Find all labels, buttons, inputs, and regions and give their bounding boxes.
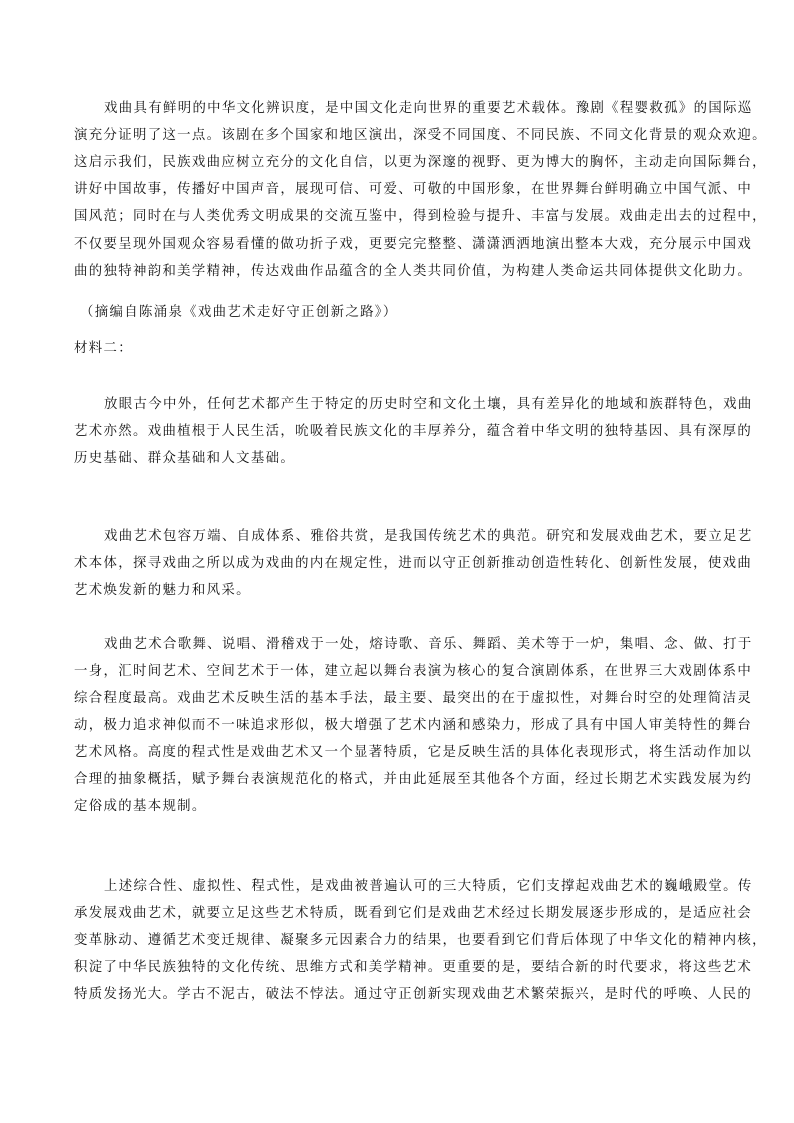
text-line: 这启示我们，民族戏曲应树立充分的文化自信，以更为深邃的视野、更为博大的胸怀，主动走向国际舞台， <box>74 155 767 170</box>
text-line: 一身，汇时间艺术、空间艺术于一体，建立起以舞台表演为核心的复合演剧体系，在世界三大戏剧体系中 <box>74 664 753 679</box>
text-line: 艺术亦然。戏曲植根于人民生活，吮吸着民族文化的丰厚养分，蕴含着中华文明的独特基因、具有深厚的 <box>74 424 753 439</box>
text-line: 国风范；同时在与人类优秀文明成果的交流互鉴中，得到检验与提升、丰富与发展。戏曲走出去的过程中， <box>74 209 767 224</box>
text-line: 变革脉动、遵循艺术变迁规律、凝聚多元因素合力的结果，也要看到它们背后体现了中华文化的精神内核， <box>74 933 767 948</box>
text-line: 讲好中国故事，传播好中国声音，展现可信、可爱、可敬的中国形象，在世界舞台鲜明确立中国气派、中 <box>74 182 753 197</box>
material2-heading: 材料二： <box>74 341 133 356</box>
source-citation: （摘编自陈涌泉《戏曲艺术走好守正创新之路》） <box>80 305 398 320</box>
text-line: 戏曲具有鲜明的中华文化辨识度，是中国文化走向世界的重要艺术载体。豫剧《程婴救孤》的国际巡 <box>104 101 753 116</box>
text-line: 历史基础、群众基础和人文基础。 <box>74 451 296 466</box>
text-line: 演充分证明了这一点。该剧在多个国家和地区演出，深受不同国度、不同民族、不同文化背景的观众欢迎。 <box>74 128 767 143</box>
text-line: 动，极力追求神似而不一味追求形似，极大增强了艺术内涵和感染力，形成了具有中国人审美特性的舞台 <box>74 718 753 733</box>
text-line: 上述综合性、虚拟性、程式性，是戏曲被普遍认可的三大特质，它们支撑起戏曲艺术的巍峨殿堂。传 <box>104 879 753 894</box>
text-line: 术本体，探寻戏曲之所以成为戏曲的内在规定性，进而以守正创新推动创造性转化、创新性发展，使戏曲 <box>74 556 753 571</box>
text-line: 艺术风格。高度的程式性是戏曲艺术又一个显著特质，它是反映生活的具体化表现形式，将生活动作加以 <box>74 745 753 760</box>
text-line: 曲的独特神韵和美学精神，传达戏曲作品蕴含的全人类共同价值，为构建人类命运共同体提供文化助力。 <box>74 264 753 279</box>
text-line: 综合程度最高。戏曲艺术反映生活的基本手法，最主要、最突出的在于虚拟性，对舞台时空的处理简洁灵 <box>74 691 753 706</box>
text-line: 艺术焕发新的魅力和风采。 <box>74 583 251 598</box>
text-line: 定俗成的基本规制。 <box>74 799 207 814</box>
text-line: 积淀了中华民族独特的文化传统、思维方式和美学精神。更重要的是，要结合新的时代要求，将这些艺术 <box>74 960 753 975</box>
text-line: 特质发扬光大。学古不泥古，破法不悖法。通过守正创新实现戏曲艺术繁荣振兴，是时代的呼唤、人民的 <box>74 987 753 1002</box>
text-line: 承发展戏曲艺术，就要立足这些艺术特质，既看到它们是戏曲艺术经过长期发展逐步形成的，是适应社会 <box>74 906 753 921</box>
text-line: 戏曲艺术包容万端、自成体系、雅俗共赏，是我国传统艺术的典范。研究和发展戏曲艺术，要立足艺 <box>104 529 753 544</box>
text-line: 合理的抽象概括，赋予舞台表演规范化的格式，并由此延展至其他各个方面，经过长期艺术实践发展为约 <box>74 772 753 787</box>
text-line: 放眼古今中外，任何艺术都产生于特定的历史时空和文化土壤，具有差异化的地域和族群特色，戏曲 <box>104 397 753 412</box>
text-line: 戏曲艺术合歌舞、说唱、滑稽戏于一处，熔诗歌、音乐、舞蹈、美术等于一炉，集唱、念、做、打于 <box>104 637 753 652</box>
text-line: 不仅要呈现外国观众容易看懂的做功折子戏，更要完完整整、潇潇洒洒地演出整本大戏，充分展示中国戏 <box>74 237 753 252</box>
